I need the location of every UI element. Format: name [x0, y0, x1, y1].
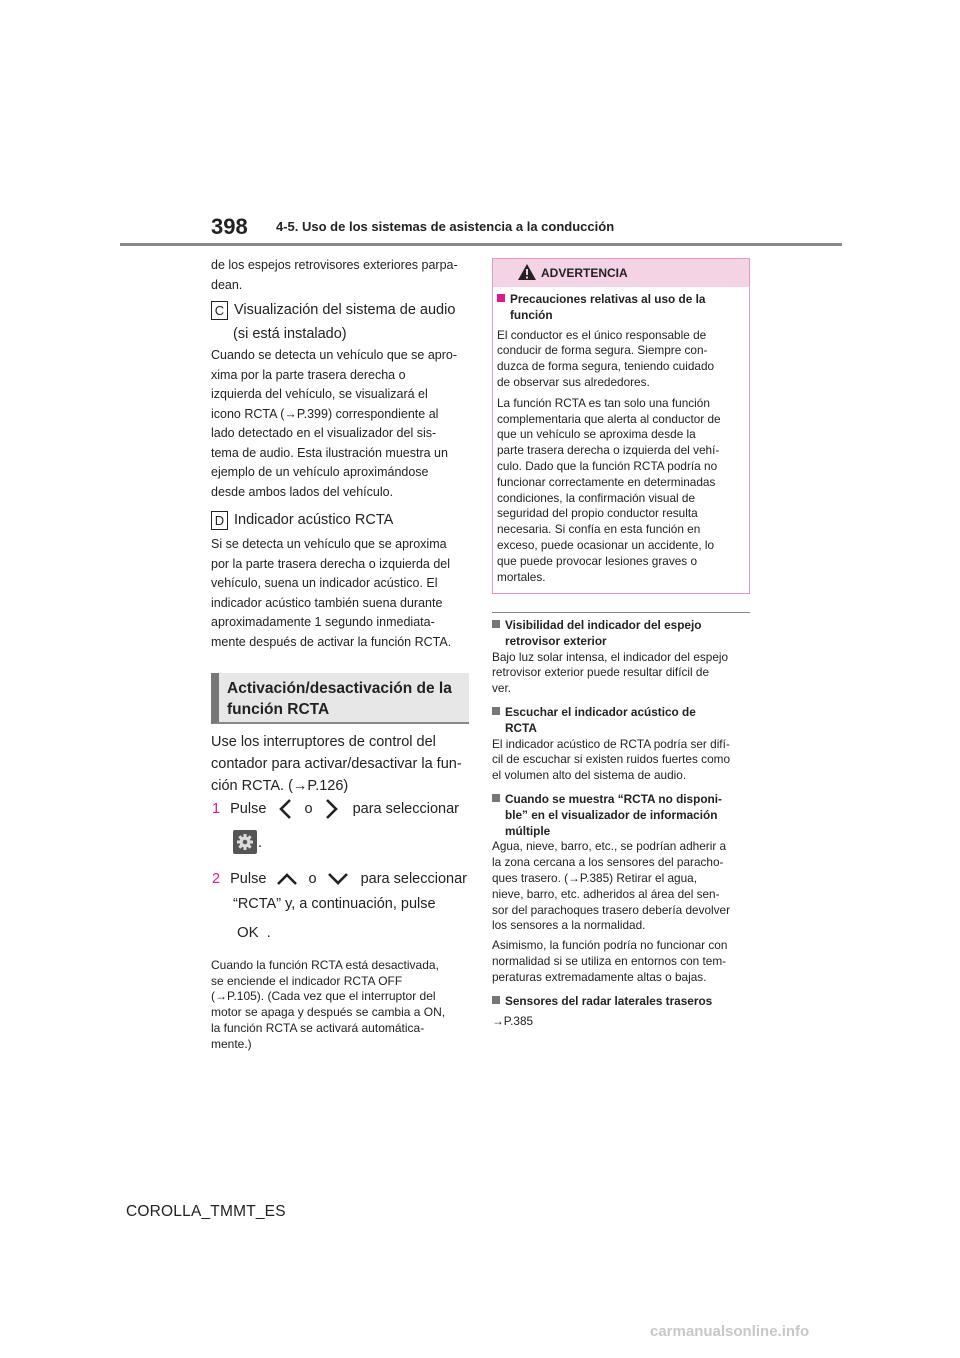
right-sections: [492, 618, 750, 1030]
s3-line: Asimismo, la función podría no funcionar con: [492, 938, 728, 953]
warning-line: funcionar correctamente en determinadas: [497, 474, 716, 489]
d-body-line: Si se detecta un vehículo que se aproxima: [211, 537, 447, 551]
gear-icon: [233, 830, 257, 854]
d-body-line: mente después de activar la función RCTA.: [211, 634, 452, 649]
note-line: la función RCTA se activará automática-: [211, 1020, 425, 1035]
warning-line: de observar sus alrededores.: [497, 374, 650, 389]
warning-line: El conductor es el único responsable de: [497, 327, 707, 342]
step-1-pulse: Pulse: [230, 801, 267, 817]
step-1-end: .: [258, 835, 263, 851]
watermark: carmanualsonline.info: [650, 1323, 810, 1340]
use-line: contador para activar/desactivar la fun-: [211, 756, 462, 772]
right-column-rule: [492, 612, 750, 613]
s2-line: El indicador acústico de RCTA podría ser difí-: [492, 736, 730, 751]
s1-line: retrovisor exterior puede resultar difícil de: [492, 665, 710, 680]
warning-line: duzca de forma segura, teniendo cuidado: [497, 359, 715, 374]
intro-line: dean.: [211, 277, 243, 292]
s2-line: cil de escuchar si existen ruidos fuertes como: [492, 752, 731, 767]
warning-heading-line: función: [510, 307, 553, 322]
chevron-left-icon: [278, 798, 294, 820]
step-2-end: .: [266, 925, 271, 941]
warning-line: seguridad del propio conductor resulta: [497, 506, 698, 521]
c-body: [211, 346, 469, 502]
step-2: [212, 868, 470, 890]
s3-heading-line: Cuando se muestra “RCTA no disponi-: [505, 791, 722, 806]
s3-line: ques trasero. (→P.385) Retirar el agua,: [492, 870, 698, 885]
ok-button-glyph: OK: [237, 924, 259, 941]
warning-p1: [497, 328, 745, 391]
s1-line: Bajo luz solar intensa, el indicador del espejo: [492, 649, 729, 664]
step-2-or: o: [308, 871, 317, 887]
s1-heading-line: Visibilidad del indicador del espejo: [505, 618, 702, 632]
gray-bullet-icon: [492, 707, 500, 715]
note-line: motor se apaga y después se cambia a ON,: [211, 1005, 446, 1020]
step-2-ok-line: [237, 922, 271, 944]
s2-heading-line: Escuchar el indicador acústico de: [505, 704, 696, 719]
heading-d-text: Indicador acústico RCTA: [234, 512, 394, 528]
intro-line: de los espejos retrovisores exteriores parpa-: [211, 258, 458, 272]
chevron-up-icon: [276, 872, 298, 886]
s3-heading-line: ble” en el visualizador de información: [505, 807, 718, 822]
s3-line: Agua, nieve, barro, etc., se podrían adherir a: [492, 839, 727, 854]
gray-bullet-icon: [492, 996, 500, 1004]
activation-title: [227, 678, 452, 720]
note-line: mente.): [211, 1036, 252, 1051]
warning-line: complementaria que alerta al conductor de: [497, 411, 721, 426]
activation-note: [211, 958, 469, 1052]
warning-header: [493, 259, 749, 287]
step-1-select: para seleccionar: [352, 801, 459, 817]
s1-heading-line: retrovisor exterior: [505, 633, 607, 648]
s3-line: sor del parachoques trasero debería devolver: [492, 902, 731, 917]
warning-line: La función RCTA es tan solo una función: [497, 395, 710, 410]
footer-model: COROLLA_TMMT_ES: [126, 1203, 286, 1220]
intro-text: [211, 256, 469, 295]
use-line: ción RCTA. (→P.126): [211, 778, 349, 794]
warning-heading: [497, 292, 745, 324]
warning-content: [497, 292, 745, 585]
heading-c: [211, 300, 469, 345]
s2-heading: [492, 705, 750, 737]
heading-c-line: Visualización del sistema de audio: [234, 302, 456, 318]
activation-section-heading: [211, 673, 469, 724]
step-2-number: 2: [212, 871, 221, 887]
s3-line: la zona cercana a los sensores del paracho-: [492, 855, 724, 870]
gray-bullet-icon: [492, 794, 500, 802]
warning-line: parte trasera derecha o izquierda del vehí-: [497, 443, 720, 458]
gray-bullet-icon: [492, 620, 500, 628]
s3-heading: [492, 792, 750, 839]
step-2-select: para seleccionar: [360, 871, 467, 887]
use-line: Use los interruptores de control del: [211, 734, 436, 750]
c-body-line: icono RCTA (→P.399) correspondiente al: [211, 406, 439, 421]
s1-body: [492, 650, 750, 697]
c-body-line: tema de audio. Esta ilustración muestra un: [211, 445, 448, 460]
step-2-line2: “RCTA” y, a continuación, pulse: [233, 896, 436, 912]
note-line: (→P.105). (Cada vez que el interruptor del: [211, 989, 436, 1004]
s3-body: [492, 839, 750, 934]
s1-heading: [492, 618, 750, 650]
c-body-line: izquierda del vehículo, se visualizará el: [211, 387, 428, 401]
warning-line: condiciones, la confirmación visual de: [497, 490, 696, 505]
c-body-line: Cuando se detecta un vehículo que se apro-: [211, 348, 458, 362]
s4-reference: →P.385: [492, 1014, 534, 1029]
s3-line: nieve, barro, etc. adheridos al área del sen-: [492, 886, 720, 901]
warning-line: que puede provocar lesiones graves o: [497, 553, 698, 568]
d-body-line: por la parte trasera derecha o izquierda del: [211, 556, 451, 571]
page-number: 398: [211, 214, 248, 239]
s3-heading-line: múltiple: [505, 823, 551, 838]
activation-title-line: Activación/desactivación de la: [227, 680, 452, 697]
activation-title-line: función RCTA: [227, 701, 330, 718]
step-1-or: o: [304, 801, 313, 817]
callout-letter-c: C: [211, 301, 228, 320]
s2-line: el volumen alto del sistema de audio.: [492, 768, 687, 783]
s3-body2: [492, 938, 750, 985]
header-rule: [120, 243, 842, 246]
warning-line: necesaria. Si confía en esta función en: [497, 522, 701, 537]
s1-line: ver.: [492, 681, 512, 696]
c-body-line: ejemplo de un vehículo aproximándose: [211, 465, 429, 479]
use-text: [211, 731, 469, 797]
warning-line: que un vehículo se aproxima desde la: [497, 427, 696, 442]
step-1-number: 1: [212, 801, 221, 817]
chevron-right-icon: [323, 798, 339, 820]
warning-line: mortales.: [497, 569, 546, 584]
heading-d: [211, 510, 469, 531]
chevron-down-icon: [327, 872, 349, 886]
s4-heading-text: Sensores del radar laterales traseros: [505, 993, 713, 1008]
warning-heading-line: Precauciones relativas al uso de la: [510, 292, 706, 306]
step-1: [212, 798, 470, 820]
warning-box: [492, 258, 750, 594]
section-title: 4-5. Uso de los sistemas de asistencia a la conducción: [276, 219, 615, 234]
note-line: Cuando la función RCTA está desactivada,: [211, 958, 439, 972]
warning-line: culo. Dado que la función RCTA podría no: [497, 458, 718, 473]
pink-bullet-icon: [497, 294, 505, 302]
warning-line: conducir de forma segura. Siempre con-: [497, 343, 708, 358]
c-body-line: xima por la parte trasera derecha o: [211, 367, 406, 382]
warning-title: ADVERTENCIA: [541, 266, 628, 280]
heading-c-line: (si está instalado): [233, 326, 347, 342]
d-body-line: indicador acústico también suena durante: [211, 595, 443, 610]
s2-body: [492, 737, 750, 784]
d-body: [211, 535, 469, 652]
d-body-line: vehículo, suena un indicador acústico. El: [211, 576, 438, 590]
note-line: se enciende el indicador RCTA OFF: [211, 973, 403, 988]
step-2-pulse: Pulse: [230, 871, 267, 887]
warning-p2: [497, 396, 745, 586]
s2-heading-line: RCTA: [505, 720, 537, 735]
s3-line: los sensores a la normalidad.: [492, 918, 646, 933]
warning-triangle-icon: [517, 263, 537, 281]
c-body-line: lado detectado en el visualizador del sis-: [211, 426, 437, 440]
callout-letter-d: D: [211, 511, 228, 530]
d-body-line: aproximadamente 1 segundo inmediata-: [211, 615, 435, 629]
s4-heading: [492, 994, 750, 1010]
warning-line: exceso, puede ocasionar un accidente, lo: [497, 537, 715, 552]
s3-line: normalidad si se utiliza en entornos con tem-: [492, 953, 727, 968]
s3-line: peraturas extremadamente altas o bajas.: [492, 969, 707, 984]
c-body-line: desde ambos lados del vehículo.: [211, 484, 394, 499]
